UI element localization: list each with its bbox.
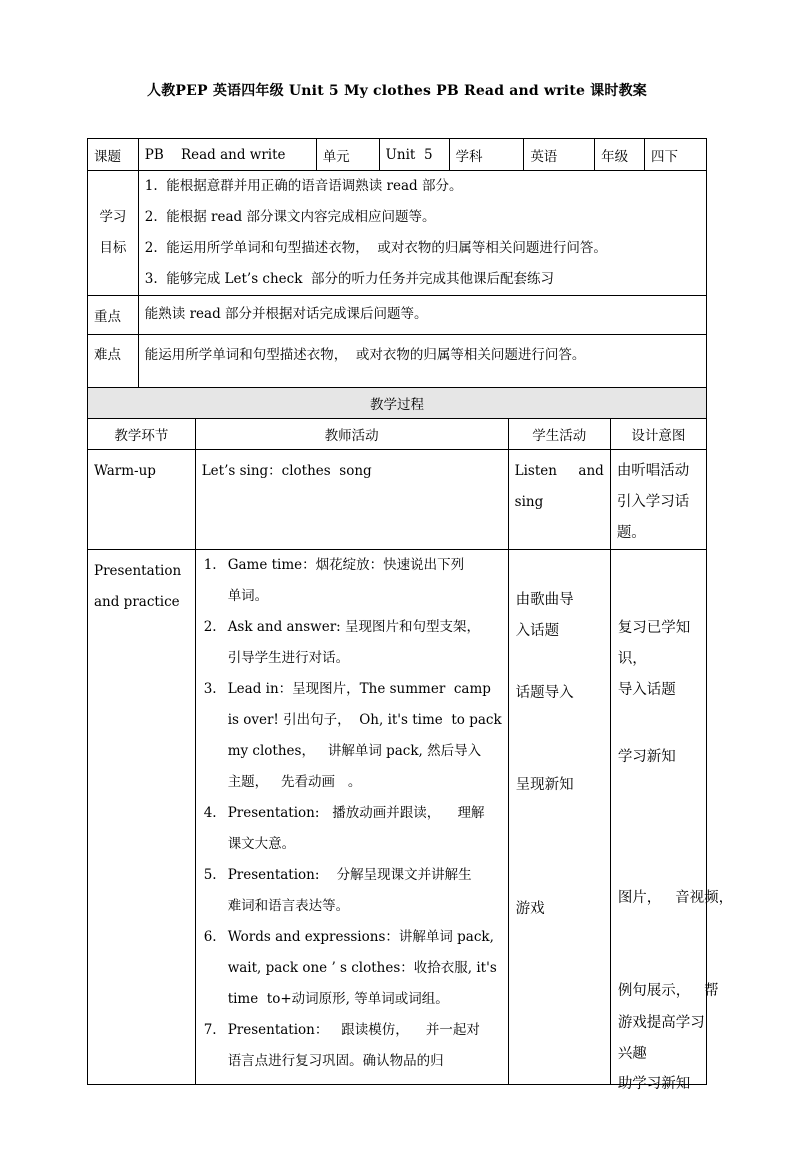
item-line: wait, pack one ’ s clothes：收拾衣服, it's bbox=[227, 960, 497, 976]
grade-label: 年级 bbox=[595, 139, 645, 171]
item-line: 语言点进行复习巩固。确认物品的归 bbox=[227, 1053, 444, 1069]
difficulty-label: 难点 bbox=[88, 335, 139, 388]
warmup-intent: 由听唱活动引入学习话题。 bbox=[610, 450, 706, 550]
item-line: Words and expressions：讲解单词 pack, bbox=[227, 929, 494, 945]
item-line: Presentation: 播放动画并跟读， 理解 bbox=[227, 805, 485, 821]
teacher-activity-item bbox=[204, 798, 502, 860]
process-section-title: 教学过程 bbox=[88, 388, 707, 419]
item-number: 4. bbox=[203, 805, 217, 821]
unit-value: Unit 5 bbox=[379, 139, 449, 171]
topic-label: 课题 bbox=[88, 139, 139, 171]
presentation-stage: Presentation and practice bbox=[88, 550, 196, 1085]
objective-item: 1. 能根据意群并用正确的语音语调熟读 read 部分。 bbox=[144, 178, 463, 194]
objectives-list bbox=[138, 171, 706, 296]
item-line: my clothes， 讲解单词 pack, 然后导入 bbox=[227, 743, 482, 759]
header-stage: 教学环节 bbox=[88, 419, 196, 450]
teacher-activity-item bbox=[204, 550, 502, 612]
info-row bbox=[88, 139, 707, 171]
teacher-activity-item bbox=[204, 612, 502, 674]
item-line: Presentation： 跟读模仿， 并一起对 bbox=[227, 1022, 480, 1038]
item-number: 1. bbox=[203, 557, 217, 573]
design-intent: 游戏提高学习 兴趣 bbox=[617, 1015, 705, 1062]
student-activity: 由歌曲导 入话题 bbox=[515, 592, 574, 639]
key-point-row bbox=[88, 296, 707, 335]
process-header-row bbox=[88, 419, 707, 450]
item-line: 课文大意。 bbox=[227, 836, 296, 852]
item-line: 主题， 先看动画 。 bbox=[227, 774, 362, 790]
key-point-label: 重点 bbox=[88, 296, 139, 335]
item-line: 引导学生进行对话。 bbox=[227, 650, 350, 666]
design-intent: 图片， 音视频， 例句展示， 帮 助学习新知 bbox=[617, 890, 734, 1092]
presentation-teacher bbox=[195, 550, 508, 1085]
grade-value: 四下 bbox=[645, 139, 707, 171]
item-number: 6. bbox=[203, 929, 217, 945]
design-intent: 学习新知 bbox=[617, 749, 676, 765]
teacher-activity-item bbox=[204, 674, 502, 798]
item-line: Ask and answer: 呈现图片和句型支架， bbox=[227, 619, 481, 635]
objective-item: 2. 能根据 read 部分课文内容完成相应问题等。 bbox=[144, 209, 436, 225]
teacher-activity-item bbox=[204, 922, 502, 1015]
design-intent: 复习已学知识， 导入话题 bbox=[617, 620, 691, 698]
objectives-row bbox=[88, 171, 707, 296]
header-teacher: 教师活动 bbox=[195, 419, 508, 450]
student-activity: 游戏 bbox=[515, 901, 545, 917]
presentation-student bbox=[508, 550, 610, 1085]
teacher-activity-item bbox=[204, 860, 502, 922]
presentation-intent bbox=[610, 550, 734, 1092]
topic-value: PB Read and write bbox=[138, 139, 316, 171]
item-line: is over! 引出句子， Oh, it's time to pack bbox=[227, 712, 502, 728]
header-intent: 设计意图 bbox=[610, 419, 706, 450]
info-table bbox=[87, 138, 707, 388]
subject-value: 英语 bbox=[524, 139, 595, 171]
warmup-teacher: Let’s sing：clothes song bbox=[195, 450, 508, 550]
item-line: Presentation: 分解呈现课文并讲解生 bbox=[227, 867, 472, 883]
objective-item: 3. 能够完成 Let’s check 部分的听力任务并完成其他课后配套练习 bbox=[144, 271, 554, 287]
unit-label: 单元 bbox=[316, 139, 379, 171]
item-number: 7. bbox=[203, 1022, 217, 1038]
objective-item: 2. 能运用所学单词和句型描述衣物， 或对衣物的归属等相关问题进行问答。 bbox=[144, 240, 607, 256]
warmup-stage: Warm-up bbox=[88, 450, 196, 550]
item-line: Lead in：呈现图片，The summer camp bbox=[227, 681, 491, 697]
item-number: 2. bbox=[203, 619, 217, 635]
presentation-row bbox=[88, 550, 707, 1085]
header-student: 学生活动 bbox=[508, 419, 610, 450]
item-line: 单词。 bbox=[227, 588, 269, 604]
difficulty-row bbox=[88, 335, 707, 388]
process-table bbox=[87, 387, 734, 1092]
teacher-activity-item bbox=[204, 1015, 502, 1077]
difficulty-text: 能运用所学单词和句型描述衣物， 或对衣物的归属等相关问题进行问答。 bbox=[138, 335, 706, 388]
item-number: 5. bbox=[203, 867, 217, 883]
page-title: 人教PEP 英语四年级 Unit 5 My clothes PB Read and write 课时教案 bbox=[147, 83, 647, 99]
item-line: Game time：烟花绽放：快速说出下列 bbox=[227, 557, 465, 573]
student-activity: 话题导入 bbox=[515, 685, 574, 701]
key-point-text: 能熟读 read 部分并根据对话完成课后问题等。 bbox=[138, 296, 706, 335]
objectives-label: 学习 目标 bbox=[88, 171, 139, 296]
item-line: 难词和语言表达等。 bbox=[227, 898, 350, 914]
warmup-row bbox=[88, 450, 707, 550]
process-section-head-row bbox=[88, 388, 707, 419]
item-number: 3. bbox=[203, 681, 217, 697]
item-line: time to+动词原形, 等单词或词组。 bbox=[227, 991, 449, 1007]
student-activity: 呈现新知 bbox=[515, 777, 574, 793]
warmup-student: Listen and sing bbox=[508, 450, 610, 550]
subject-label: 学科 bbox=[449, 139, 524, 171]
